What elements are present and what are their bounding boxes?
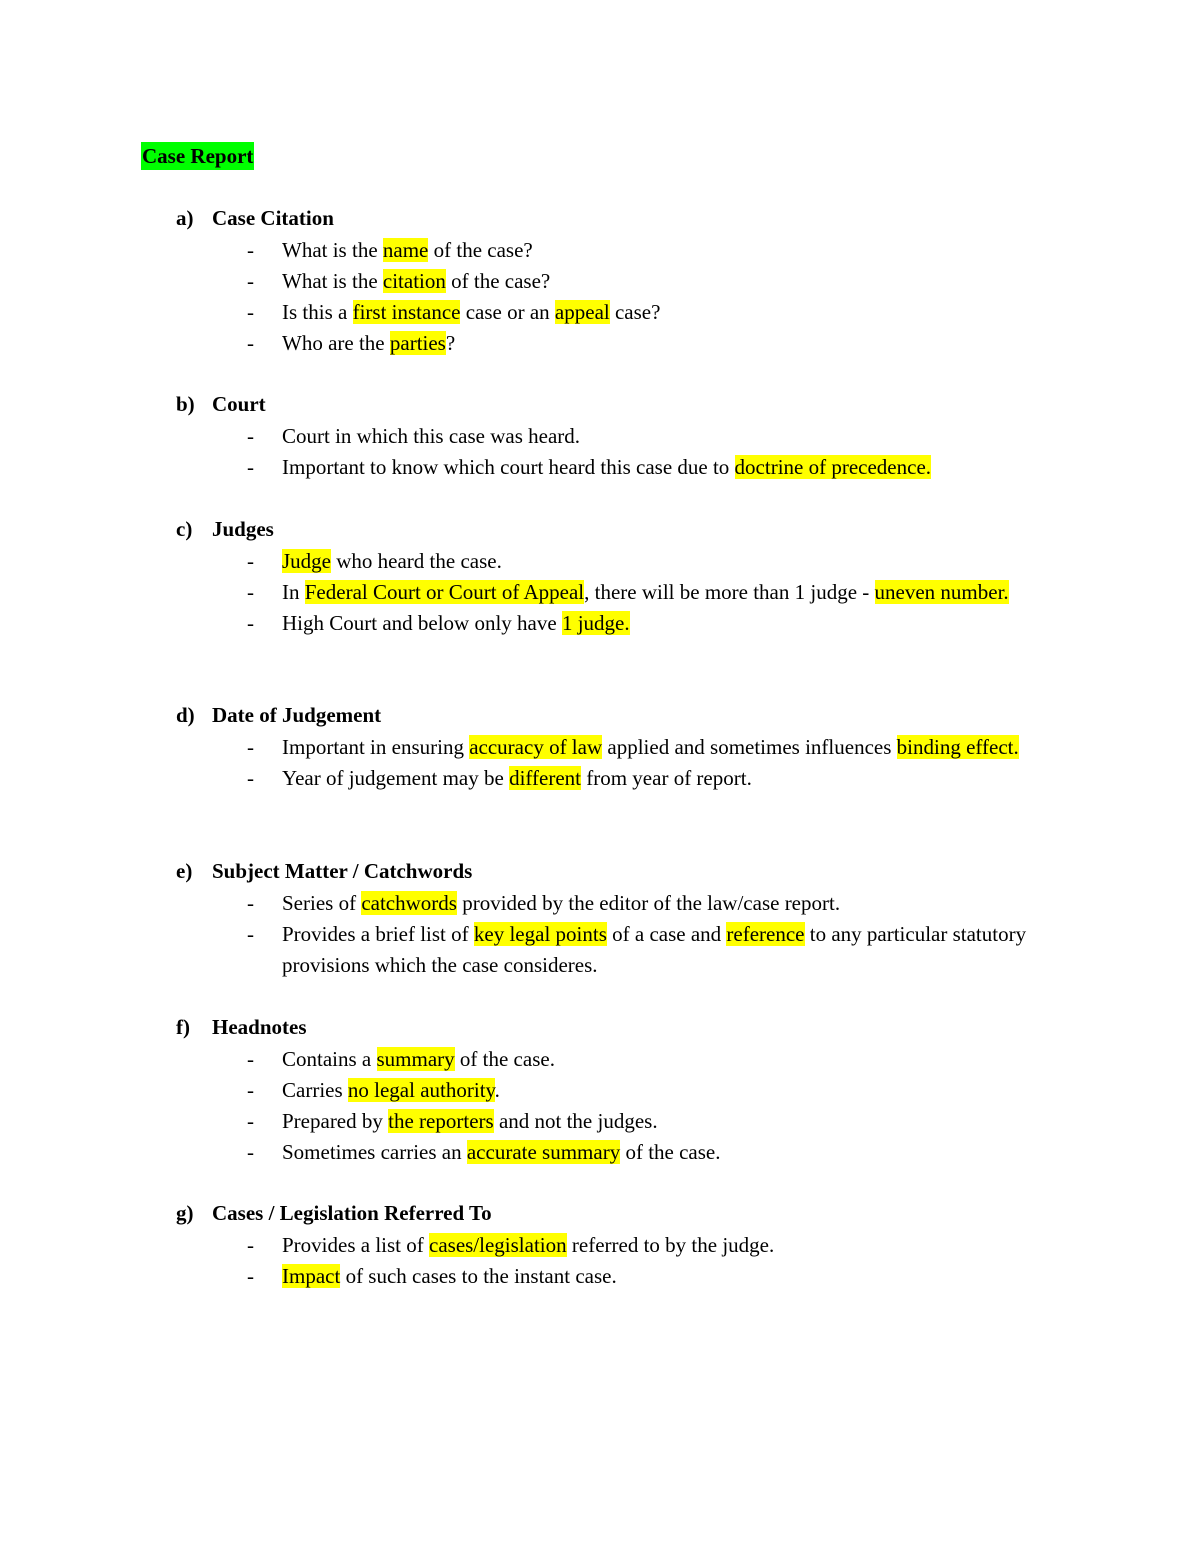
- bullet-item: [0, 1137, 1042, 1168]
- bullet-list: [0, 546, 1042, 639]
- bullet-dash: -: [247, 549, 254, 573]
- bullet-text: Court in which this case was heard.: [282, 424, 581, 448]
- section-letter: f): [176, 1015, 190, 1039]
- bullet-item: [0, 577, 1042, 608]
- bullet-item: [0, 608, 1042, 639]
- bullet-dash: -: [247, 611, 254, 635]
- bullet-dash: -: [247, 269, 254, 293]
- highlighted-text: no legal authority: [347, 1078, 495, 1102]
- bullet-text: Series of: [282, 891, 362, 915]
- bullet-text: High Court and below only have: [282, 611, 562, 635]
- section-heading: [176, 515, 274, 543]
- bullet-dash: -: [247, 455, 254, 479]
- highlighted-text: the reporters: [388, 1109, 494, 1133]
- bullet-text: of the case?: [428, 238, 533, 262]
- highlighted-text: key legal points: [473, 922, 607, 946]
- highlighted-text: name: [382, 238, 429, 262]
- bullet-text: provided by the editor of the law/case report.: [456, 891, 841, 915]
- bullet-text: of the case.: [454, 1047, 555, 1071]
- bullet-text: Provides a list of: [282, 1233, 429, 1257]
- bullet-item: [0, 452, 1042, 483]
- section-heading: [176, 1199, 492, 1227]
- bullet-text: case or an: [460, 300, 555, 324]
- highlighted-text: appeal: [554, 300, 610, 324]
- bullet-list: [0, 421, 1042, 483]
- highlighted-text: citation: [382, 269, 446, 293]
- bullet-text: Important in ensuring: [282, 735, 470, 759]
- bullet-text: .: [494, 1078, 500, 1102]
- highlighted-text: Impact: [282, 1264, 341, 1288]
- section-heading-text: Headnotes: [212, 1015, 307, 1039]
- bullet-text: Carries: [282, 1078, 348, 1102]
- bullet-dash: -: [247, 1140, 254, 1164]
- bullet-dash: -: [247, 1264, 254, 1288]
- bullet-text: to any particular statutory provisions which the case consideres.: [282, 922, 1027, 977]
- bullet-text: Provides a brief list of: [282, 922, 474, 946]
- bullet-list: [0, 888, 1042, 981]
- page-title: Case Report: [142, 144, 254, 168]
- section-heading-text: Date of Judgement: [212, 703, 382, 727]
- section-heading: [176, 390, 266, 418]
- section-heading-text: Court: [212, 392, 266, 416]
- bullet-dash: -: [247, 1233, 254, 1257]
- bullet-text: of the case.: [620, 1140, 721, 1164]
- bullet-list: [0, 1044, 1042, 1168]
- bullet-dash: -: [247, 1078, 254, 1102]
- bullet-item: [0, 546, 1042, 577]
- bullet-dash: -: [247, 766, 254, 790]
- bullet-text: What is the: [282, 269, 383, 293]
- highlighted-text: accurate summary: [466, 1140, 621, 1164]
- bullet-dash: -: [247, 735, 254, 759]
- bullet-dash: -: [247, 891, 254, 915]
- bullet-item: [0, 919, 1042, 981]
- section-heading: [176, 1013, 307, 1041]
- bullet-dash: -: [247, 300, 254, 324]
- highlighted-text: reference: [726, 922, 805, 946]
- bullet-dash: -: [247, 1109, 254, 1133]
- bullet-text: of a case and: [606, 922, 727, 946]
- bullet-text: Who are the: [282, 331, 390, 355]
- bullet-text: Contains a: [282, 1047, 377, 1071]
- bullet-dash: -: [247, 922, 254, 946]
- bullet-text: of such cases to the instant case.: [340, 1264, 617, 1288]
- bullet-item: [0, 297, 1042, 328]
- bullet-dash: -: [247, 331, 254, 355]
- bullet-item: [0, 1075, 1042, 1106]
- bullet-item: [0, 1230, 1042, 1261]
- highlighted-text: Federal Court or Court of Appeal: [304, 580, 585, 604]
- section-letter: e): [176, 859, 193, 883]
- section-heading-text: Subject Matter / Catchwords: [212, 859, 473, 883]
- bullet-list: [0, 235, 1042, 359]
- bullet-item: [0, 235, 1042, 266]
- bullet-text: applied and sometimes influences: [602, 735, 897, 759]
- bullet-text: ?: [445, 331, 456, 355]
- bullet-text: In: [282, 580, 305, 604]
- highlighted-text: uneven number.: [874, 580, 1009, 604]
- highlighted-text: binding effect.: [896, 735, 1019, 759]
- highlighted-text: catchwords: [361, 891, 457, 915]
- bullet-text: Is this a: [282, 300, 353, 324]
- bullet-dash: -: [247, 580, 254, 604]
- bullet-item: [0, 888, 1042, 919]
- bullet-item: [0, 266, 1042, 297]
- highlighted-text: different: [509, 766, 581, 790]
- bullet-item: [0, 328, 1042, 359]
- bullet-list: [0, 732, 1042, 794]
- section-letter: b): [176, 392, 195, 416]
- bullet-list: [0, 1230, 1042, 1292]
- highlighted-text: accuracy of law: [469, 735, 603, 759]
- highlighted-text: Judge: [282, 549, 331, 573]
- section-heading: [176, 204, 334, 232]
- bullet-text: Year of judgement may be: [282, 766, 510, 790]
- bullet-item: [0, 1044, 1042, 1075]
- bullet-item: [0, 1261, 1042, 1292]
- bullet-dash: -: [247, 238, 254, 262]
- bullet-text: who heard the case.: [331, 549, 502, 573]
- bullet-item: [0, 1106, 1042, 1137]
- section-letter: a): [176, 206, 194, 230]
- highlighted-text: doctrine of precedence.: [734, 455, 932, 479]
- bullet-text: from year of report.: [580, 766, 752, 790]
- bullet-text: referred to by the judge.: [566, 1233, 775, 1257]
- section-letter: d): [176, 703, 195, 727]
- bullet-text: of the case?: [445, 269, 551, 293]
- bullet-text: and not the judges.: [493, 1109, 658, 1133]
- bullet-text: Sometimes carries an: [282, 1140, 467, 1164]
- bullet-text: case?: [609, 300, 661, 324]
- bullet-text: , there will be more than 1 judge -: [584, 580, 875, 604]
- bullet-dash: -: [247, 424, 254, 448]
- bullet-text: Prepared by: [282, 1109, 389, 1133]
- section-heading-text: Judges: [212, 517, 274, 541]
- bullet-text: What is the: [282, 238, 383, 262]
- bullet-text: Important to know which court heard this case due to: [282, 455, 735, 479]
- highlighted-text: summary: [376, 1047, 455, 1071]
- highlighted-text: cases/legislation: [429, 1233, 567, 1257]
- highlighted-text: 1 judge.: [561, 611, 630, 635]
- bullet-item: [0, 732, 1042, 763]
- section-heading-text: Cases / Legislation Referred To: [212, 1201, 492, 1225]
- bullet-item: [0, 763, 1042, 794]
- section-letter: c): [176, 517, 193, 541]
- section-heading-text: Case Citation: [212, 206, 334, 230]
- section-heading: [176, 857, 472, 885]
- bullet-item: [0, 421, 1042, 452]
- section-heading: [176, 701, 381, 729]
- highlighted-text: first instance: [352, 300, 461, 324]
- highlighted-text: parties: [389, 331, 446, 355]
- bullet-dash: -: [247, 1047, 254, 1071]
- section-letter: g): [176, 1201, 194, 1225]
